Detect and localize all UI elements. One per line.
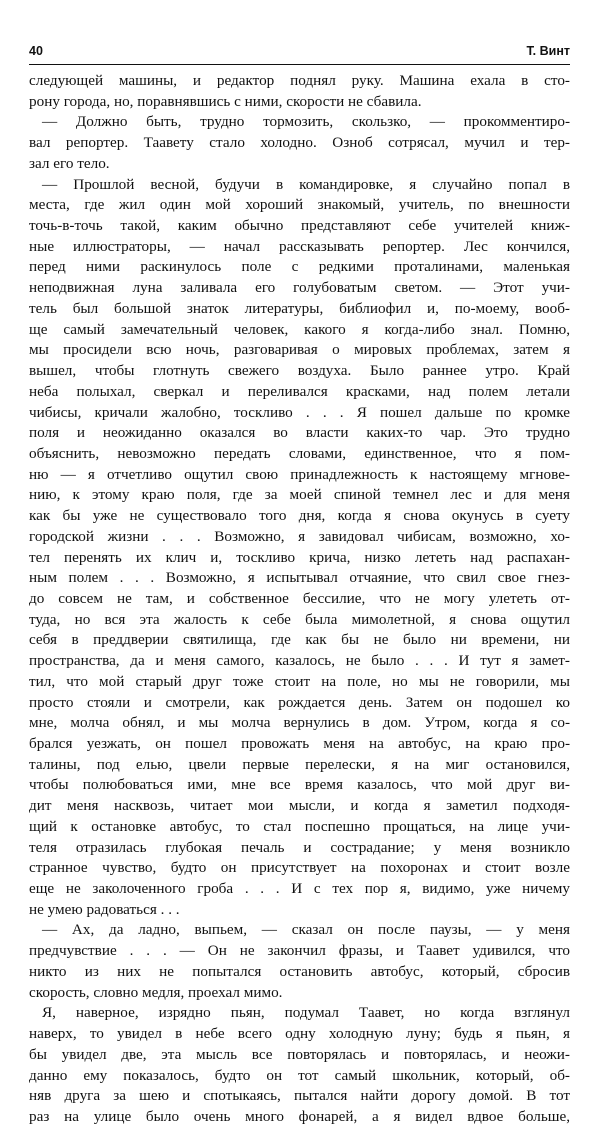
text-line: данно ему показалось, будто он тот самый школьник, который, об- <box>29 1066 570 1084</box>
page-header <box>29 44 570 62</box>
text-line: никто из них не попытался остановить автобус, который, сбросив <box>29 962 570 980</box>
text-line: пространства, да и меня самого, казалось, не было . . . И тут я замет- <box>29 652 570 670</box>
text-line: себя в преддверии святилища, где как бы не было ни времени, ни <box>29 631 570 649</box>
text-line: теля отразилась глубокая печаль и сострадание; у меня возникло <box>29 838 570 856</box>
text-line: скорость, словно медля, проехал мимо. <box>29 983 283 1001</box>
text-line: наверх, то увидел в небе всего одну холодную луну; будь я пьян, я <box>29 1025 570 1043</box>
text-line: еще не заколоченного гроба . . . И с тех пор я, видимо, уже ничему <box>29 880 570 898</box>
text-line: — Ах, да ладно, выпьем, — сказал он после паузы, — у меня <box>42 921 570 939</box>
text-line: тил, что мой старый друг тоже стоит на поле, но мы не говорили, мы <box>29 672 570 690</box>
text-line: места, где жил один мой хороший знакомый, учитель, по внешности <box>29 196 570 214</box>
text-line: мы просидели всю ночь, разговаривая о мировых проблемах, затем я <box>29 341 570 359</box>
text-line: — Прошлой весной, будучи в командировке, я случайно попал в <box>42 175 570 193</box>
text-line: поля и неожиданно оказался во власти каких-то чар. Это трудно <box>29 424 570 442</box>
page-number: 40 <box>29 44 43 58</box>
text-line: талины, под елью, цвели первые перелески, я на миг остановился, <box>29 755 570 773</box>
text-line: точь-в-точь такой, каким обычно представляют себе учителей книж- <box>29 217 570 235</box>
text-line: вал репортер. Таавету стало холодно. Озноб сотрясал, мучил и тер- <box>29 134 570 152</box>
text-line: мне, молча обнял, и мы молча вернулись в дом. Утром, когда я со- <box>29 714 570 732</box>
text-line: туда, но вся эта жалость к себе была мимолетной, я снова ощутил <box>29 610 570 628</box>
text-line: просто стояли и смотрели, как рождается день. Затем он подошел ко <box>29 693 570 711</box>
text-line: — Должно быть, трудно тормозить, скользко, — прокомментиро- <box>42 113 570 131</box>
text-line: Я, наверное, изрядно пьян, подумал Таавет, но когда взглянул <box>42 1004 570 1022</box>
text-line: рону города, но, поравнявшись с ними, скорости не сбавила. <box>29 92 422 110</box>
text-line: перед ними раскинулось поле с редкими проталинами, маленькая <box>29 258 570 276</box>
text-line: раз на улице было очень много фонарей, а я видел вдвое больше, <box>29 1107 570 1125</box>
text-line: предчувствие . . . — Он не закончил фразы, и Таавет удивился, что <box>29 942 570 960</box>
text-line: щий к остановке автобус, то стал поспешно прощаться, на лице учи- <box>29 817 570 835</box>
text-line: объяснить, невозможно передать словами, единственное, что я пом- <box>29 444 570 462</box>
text-line: чибисы, кричали жалобно, тоскливо . . . Я пошел дальше по кромке <box>29 403 570 421</box>
text-line: городской жизни . . . Возможно, я завидовал чибисам, возможно, хо- <box>29 527 570 545</box>
text-line: ным полем . . . Возможно, я испытывал отчаяние, что свил свое гнез- <box>29 569 570 587</box>
body-text <box>29 71 570 1128</box>
header-rule <box>29 64 570 65</box>
text-line: до совсем не там, и собственное бессилие, что не могу улететь от- <box>29 589 570 607</box>
text-line: ню — я отчетливо ощутил свою принадлежность к настоящему мгнове- <box>29 465 570 483</box>
text-line: дит меня насквозь, читает мои мысли, и когда я заметил подходя- <box>29 797 570 815</box>
text-line: не умею радоваться . . . <box>29 900 180 918</box>
text-line: странное чувство, будто он присутствует на похоронах и стоит возле <box>29 859 570 877</box>
text-line: нию, к этому краю поля, где за моей спиной темнел лес и для меня <box>29 486 570 504</box>
text-line: неба полыхал, сверкал и переливался красками, над полем летали <box>29 382 570 400</box>
text-line: как бы уже не существовало того дня, когда я снова окунусь в суету <box>29 507 570 525</box>
text-line: неподвижная луна заливала его голубоватым светом. — Этот учи- <box>29 279 570 297</box>
text-line: вышел, чтобы глотнуть свежего воздуха. Было раннее утро. Край <box>29 362 570 380</box>
text-line: чтобы полюбоваться ими, мне все время казалось, что мой друг ви- <box>29 776 570 794</box>
text-line: няв друга за шею и спотыкаясь, пытался найти дорогу домой. В тот <box>29 1087 570 1105</box>
running-title: Т. Винт <box>526 44 570 58</box>
text-line: тель был большой знаток литературы, библиофил и, по-моему, вооб- <box>29 299 570 317</box>
text-line: зал его тело. <box>29 154 110 172</box>
text-line: бы увидел две, эта мысль все повторялась и повторялась, и неожи- <box>29 1045 570 1063</box>
text-line: следующей машины, и редактор поднял руку. Машина ехала в сто- <box>29 72 570 89</box>
text-line: тел перенять их клич и, тоскливо крича, низко лететь над распахан- <box>29 548 570 566</box>
text-line: ные иллюстраторы, — начал рассказывать репортер. Лес кончился, <box>29 237 570 255</box>
text-line: брался уезжать, он пошел провожать меня на автобус, на краю про- <box>29 735 570 752</box>
text-line: ще самый замечательный человек, какого я когда-либо знал. Помню, <box>29 320 570 338</box>
